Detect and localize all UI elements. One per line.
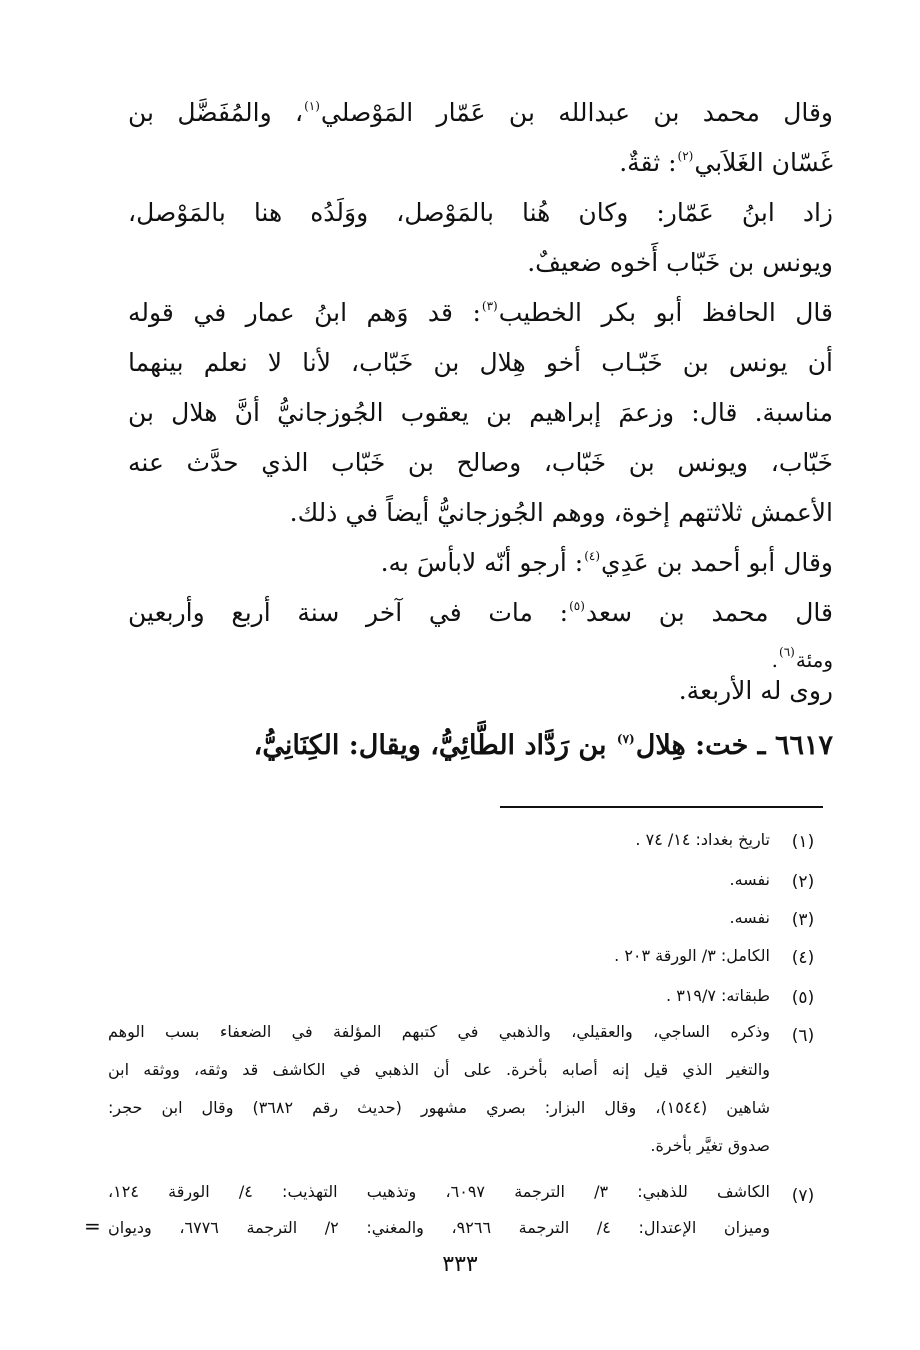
text-run: وقال محمد بن عبدالله بن عَمّار المَوْصلي: [320, 98, 833, 127]
body-line: [128, 548, 833, 578]
footnote-ref[interactable]: (٢): [677, 149, 694, 163]
text-run: ٦٦١٧ ـ خت: هِلال: [635, 730, 833, 761]
page-number: ٣٣٣: [442, 1252, 478, 1277]
footnote-text: تاريخ بغداد: ١٤/ ٧٤ .: [635, 830, 770, 849]
text-run: : ثقةٌ.: [619, 148, 677, 177]
footnote-text: شاهين (١٥٤٤)، وقال البزار: بصري مشهور (حديث رقم ٣٦٨٢) وقال ابن حجر:: [108, 1098, 771, 1117]
text-run: ومئة: [795, 648, 833, 672]
body-line: خَبّاب، ويونس بن خَبّاب، وصالح بن خَبّاب الذي حدَّث عنه: [128, 448, 833, 477]
footnote-text: طبقاته: ٣١٩/٧ .: [666, 986, 770, 1005]
body-line: [128, 598, 833, 628]
text-run: : مات في آخر سنة أربع وأربعين: [128, 598, 569, 627]
text-run: ، والمُفَضَّل بن: [128, 98, 304, 127]
text-run: وقال أبو أحمد بن عَدِي: [601, 548, 833, 577]
body-line: [128, 98, 833, 128]
body-line: روى له الأربعة.: [678, 676, 833, 705]
text-run: : أرجو أنّه لابأسَ به.: [380, 548, 584, 577]
text-run: .: [771, 648, 779, 672]
entry-heading: [128, 731, 833, 761]
footnote-number: (٥): [791, 988, 815, 1008]
footnote-number: (٤): [791, 948, 815, 968]
footnote-ref[interactable]: (٣): [481, 299, 498, 313]
footnote-number: (٧): [791, 1186, 815, 1206]
footnote-number: (٦): [791, 1026, 815, 1046]
footnote-ref[interactable]: (١): [304, 99, 320, 113]
body-line: الأعمش ثلاثتهم إخوة، ووهم الجُوزجانيُّ أيضاً في ذلك.: [289, 498, 833, 527]
body-line: [128, 298, 833, 328]
footnote-text: الكامل: ٣/ الورقة ٢٠٣ .: [614, 946, 770, 965]
body-line: مناسبة. قال: وزعمَ إبراهيم بن يعقوب الجُوزجانيُّ أنَّ هلال بن: [128, 398, 833, 427]
body-line: [128, 148, 833, 178]
footnote-number: (١): [791, 832, 815, 852]
footnote-number: (٢): [791, 872, 815, 892]
continuation-mark: =: [84, 1214, 101, 1238]
footnote-text: نفسه.: [729, 908, 770, 927]
body-line: أن يونس بن خَبّـاب أخو هِلال بن خَبّاب، لأنا لا نعلم بينهما: [128, 348, 833, 377]
footnote-text: الكاشف للذهبي: ٣/ الترجمة ٦٠٩٧، وتذهيب التهذيب: ٤/ الورقة ١٢٤،: [108, 1182, 771, 1201]
text-run: بن رَدَّاد الطَّائِيُّ، ويقال: الكِنَانِيُّ،: [253, 730, 616, 761]
footnote-text: صدوق تغيَّر بأخرة.: [650, 1136, 770, 1155]
text-run: قال الحافظ أبو بكر الخطيب: [498, 298, 833, 327]
text-run: : قد وَهم ابنُ عمار في قوله: [128, 298, 481, 327]
body-line: [128, 645, 833, 675]
footnote-text: وميزان الإعتدال: ٤/ الترجمة ٩٢٦٦، والمغني: ٢/ الترجمة ٦٧٧٦، وديوان: [108, 1218, 771, 1237]
footnote-text: والتغير الذي قيل إنه أصابه بأخرة. على أن الذهبي في الكاشف قد وثقه، ووثقه ابن: [108, 1060, 770, 1079]
footnote-separator: [500, 806, 823, 808]
footnote-ref[interactable]: (٧): [616, 732, 635, 746]
footnote-text: وذكره الساجي، والعقيلي، والذهبي في كتبهم المؤلفة في الضعفاء بسب الوهم: [108, 1022, 770, 1041]
text-run: قال محمد بن سعد: [585, 598, 833, 627]
footnote-ref[interactable]: (٥): [569, 599, 585, 613]
footnote-ref[interactable]: (٤): [584, 549, 601, 563]
body-line: ويونس بن خَبّاب أَخوه ضعيفٌ.: [527, 248, 833, 277]
footnote-ref[interactable]: (٦): [779, 645, 795, 659]
body-line: زاد ابنُ عَمّار: وكان هُنا بالمَوْصل، ووَلَدُه هنا بالمَوْصل،: [128, 198, 833, 227]
footnote-number: (٣): [791, 910, 815, 930]
text-run: غَسّان الغَلاَبي: [694, 148, 833, 177]
footnote-text: نفسه.: [729, 870, 770, 889]
